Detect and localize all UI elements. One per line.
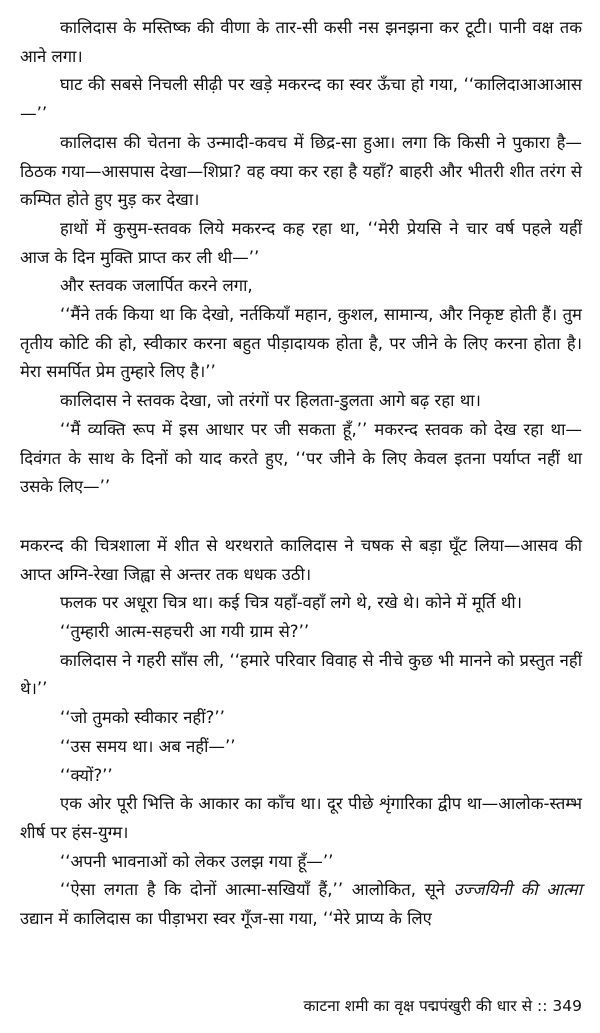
paragraph-text: एक ओर पूरी भित्ति के आकार का काँच था। दूर पीछे शृंगारिका द्वीप था—आलोक-स्तम्भ शीर्ष पर हंस-युग्म। <box>20 794 582 842</box>
paragraph-text: ‘‘मैं व्यक्ति रूप में इस आधार पर जी सकता हूँ,’’ मकरन्द स्तवक को देख रहा था—दिवंगत के साथ के दिनों को याद करते हुए, ‘‘पर जीने के लिए केवल इतना पर्याप्त नहीं था उसके लिए—’’ <box>20 419 582 497</box>
paragraph-text: ‘‘उस समय था। अब नहीं—’’ <box>60 736 236 756</box>
page-footer <box>303 995 582 1017</box>
running-title: काटना शमी का वृक्ष पद्मपंखुरी की धार से <box>303 997 533 1015</box>
paragraph-text: घाट की सबसे निचली सीढ़ी पर खड़े मकरन्द का स्वर ऊँचा हो गया, ‘‘कालिदाआआआस—’’ <box>20 75 582 124</box>
paragraph <box>20 301 582 387</box>
paragraph-text: कालिदास ने स्तवक देखा, जो तरंगों पर हिलता-डुलता आगे बढ़ रहा था। <box>60 391 481 411</box>
paragraph-text: और स्तवक जलार्पित करने लगा, <box>60 276 253 296</box>
paragraph <box>20 790 582 847</box>
paragraph <box>20 416 582 502</box>
paragraph <box>20 129 582 215</box>
paragraph <box>20 532 582 589</box>
paragraph-text: हाथों में कुसुम-स्तवक लिये मकरन्द कह रहा था, ‘‘मेरी प्रेयसि ने चार वर्ष पहले यहीं आज के दिन मुक्ति प्राप्त कर ली थी—’’ <box>20 218 582 267</box>
paragraph-text: उद्यान में कालिदास का पीड़ाभरा स्वर गूँज-सा गया, ‘‘मेरे प्राप्य के लिए <box>20 909 432 929</box>
paragraph-text: ‘‘मैंने तर्क किया था कि देखो, नर्तकियाँ महान, कुशल, सामान्य, और निकृष्ट होती हैं। तुम तृतीय कोटि की हो, स्वीकार करना बहुत पीड़ादायक होता है, पर जीने के लिए करना होता है। मेरा समर्पित प्रेम तुम्हारे लिए है।’’ <box>20 305 582 382</box>
paragraph <box>20 71 582 128</box>
paragraph-text: कालिदास की चेतना के उन्मादी-कवच में छिद्र-सा हुआ। लगा कि किसी ने पुकारा है—ठिठक गया—आसपास देखा—शिप्रा? वह क्या कर रहा है यहाँ? बाहरी और भीतरी शीत तरंग से कम्पित होते हुए मुड़ कर देखा। <box>20 132 582 210</box>
page-body <box>20 14 582 934</box>
paragraph <box>20 387 582 416</box>
paragraph <box>20 876 582 933</box>
paragraph-text: ‘‘क्यों?’’ <box>60 765 113 785</box>
paragraph-text: कालिदास ने गहरी साँस ली, ‘‘हमारे परिवार विवाह से नीचे कुछ भी मानने को प्रस्तुत नहीं थे।’’ <box>20 650 582 699</box>
paragraph <box>20 762 582 791</box>
page-number: 349 <box>552 997 582 1015</box>
paragraph-text: ‘‘तुम्हारी आत्म-सहचरी आ गयी ग्राम से?’’ <box>60 622 310 642</box>
paragraph-text: ‘‘अपनी भावनाओं को लेकर उलझ गया हूँ—’’ <box>60 851 334 871</box>
paragraph-text: फलक पर अधूरा चित्र था। कई चित्र यहाँ-वहाँ लगे थे, रखे थे। कोने में मूर्ति थी। <box>60 593 522 613</box>
paragraph <box>20 618 582 647</box>
paragraph <box>20 215 582 272</box>
paragraph-text: ‘‘जो तुमको स्वीकार नहीं?’’ <box>60 708 225 728</box>
paragraph <box>20 647 582 704</box>
paragraph <box>20 704 582 733</box>
paragraph <box>20 733 582 762</box>
paragraph-text: कालिदास के मस्तिष्क की वीणा के तार-सी कसी नस झनझना कर टूटी। पानी वक्ष तक आने लगा। <box>20 18 582 66</box>
paragraph <box>20 848 582 877</box>
paragraph <box>20 14 582 71</box>
paragraph-text: मकरन्द की चित्रशाला में शीत से थरथराते कालिदास ने चषक से बड़ा घूँट लिया—आसव की आप्त अग्नि-रेखा जिह्वा से अन्तर तक धधक उठी। <box>20 535 582 584</box>
italic-phrase: उज्जयिनी की आत्मा <box>453 880 582 900</box>
paragraph <box>20 272 582 301</box>
paragraph <box>20 589 582 618</box>
paragraph-text: ‘‘ऐसा लगता है कि दोनों आत्मा-सखियाँ हैं,’’ आलोकित, सूने <box>60 880 454 900</box>
footer-separator: :: <box>537 997 548 1015</box>
section-break <box>20 502 582 532</box>
